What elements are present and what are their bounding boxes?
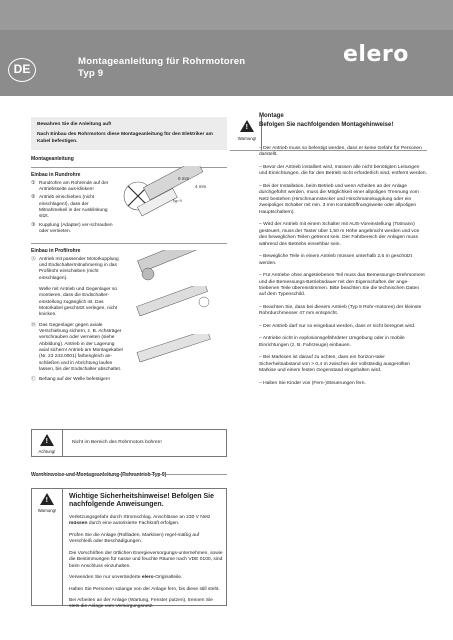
- list-item: – Bei Markisen ist darauf zu achten, dass ein horizon-taler Sicherheitsabstand von > 0,4 m zwischen der vollständig ausgerollten Markise und einem festen Gegenstand eingehalten wird.: [259, 355, 427, 374]
- notice-keep: Bewahren Sie die Anleitung auf!: [37, 122, 112, 127]
- step-b: Ⓑ Das Gegenlager gegen axiale Verschiebung sichern, z. B. Achsträger verschrauben oder vernieten (siehe Abbildung). Antrieb in der Lagerung axial sichern! Antrieb am Montagekabel (Nr. 23 243.0001) farbengleich an-schließen und in Abrichtung laufen lassen, bis der Endschalter abschaltet.: [31, 322, 123, 373]
- step-a-note: Welle mit Antrieb und Gegenlager so montieren, dass die Endschalter-einstellung zugänglich ist. Das Motorkabel geschützt verlegen, nicht knicken.: [39, 287, 118, 318]
- list-item: – Bei der Installation, beim Betrieb und wenn Arbeiten an der Anlage durchgeführt werden, muss die Möglichkeit einer allpoligen Trennung vom Netz bestehen (Hirschmannstecker und Hirschmannkupplung oder ein zweipoliger Schalter mit min. 3 mm Kontaktöffnungsweite oder allpoligen Hauptschaltern).: [259, 184, 427, 216]
- drill-warning-box: [31, 429, 227, 457]
- safety-p6: Bei Arbeiten an der Anlage (Wartung, Fenster putzen), trennen Sie stets die Anlage vom Versorgungsnetz.: [69, 598, 213, 610]
- figure-profile-tube-a: [132, 250, 222, 286]
- montage-title: Montage: [259, 113, 284, 119]
- step-2: ② Antrieb einschieben (nicht einschlagen!), dass der Mitnahmekeil in der Ausklinkung sitzt.: [31, 195, 108, 220]
- drill-warning-text: Nicht im Bereich des Rohrmotors bohren!: [72, 440, 162, 445]
- shaft: [137, 286, 208, 316]
- figure-profile-tube-b: [132, 286, 222, 334]
- montage-subtitle: Befolgen Sie nachfolgenden Montagehinweise!: [259, 122, 394, 128]
- figure-profile-tube-c: [132, 334, 222, 374]
- safety-content: [69, 493, 223, 611]
- list-item: – Bewegliche Teile in einem Antrieb müssen unterhalb 2,5 m geschützt werden.: [259, 254, 427, 267]
- list-item: – Der Antrieb muss so befestigt werden, dass er keine Gefahr für Personen darstellt.: [259, 146, 427, 159]
- warning-triangle-icon: [240, 120, 254, 132]
- step-1: ① Rundrohre am Rohrende auf der Antriebsseite aus-klinken!: [31, 180, 109, 192]
- section-heading-warnings: Warnhinweise und Montageanleitung (Rohrantrieb Typ 9): [31, 472, 167, 478]
- subheading-profilrohre: Einbau in Profilrohre: [31, 248, 81, 255]
- step-a: Ⓐ Antrieb mit passender Motorkupplung und Endschaltermitnahmering in das Profilrohr einschieben (nicht einschlagen).: [31, 256, 119, 281]
- subheading-rundrohre: Einbau in Rundrohre: [31, 172, 81, 178]
- safety-p3: Die Vorschriften der örtlichen Energieversorgungs-unternehmen, sowie die Bestimmungen für nasse und feuchte Räume nach VDE 0100, sind beim Anschluss einzuhalten.: [69, 550, 223, 569]
- list-item: – Antriebe nicht in explosionsgefährdeter Umgebung oder in mobile Einrichtungen (z. B. Fahrzeuge) einbauen.: [259, 336, 427, 349]
- steps-rundrohre: [31, 181, 117, 236]
- header-band: [0, 0, 453, 96]
- safety-title: Wichtige Sicherheitshinweise! Befolgen Sie nachfolgende Anweisungen.: [69, 493, 215, 509]
- divider: [62, 489, 63, 605]
- notice-box: [31, 117, 227, 150]
- label-4mm: 4 mm: [195, 184, 207, 189]
- step-c: Ⓒ Behang auf der Welle befestigen!: [31, 377, 110, 383]
- list-item: – Beachten Sie, dass bei diesem Antrieb (Typ 9 Rohr-motoren) der kleinste Rohrdurchmesser 47 mm entspricht.: [259, 305, 427, 318]
- header-stripe: [0, 0, 453, 30]
- safety-p4: Verwenden Sie nur unveränderte elero-Originalteile.: [69, 575, 183, 581]
- safety-p5: Halten Sie Personen solange von der Anlage fern, bis diese still steht.: [69, 586, 220, 592]
- montage-header: [230, 113, 427, 151]
- label-9mm: 9 mm: [178, 176, 190, 181]
- title-line-1: Montageanleitung für Rohrmotoren: [78, 56, 246, 67]
- shaft-with-cover: [137, 334, 210, 362]
- coupling: [142, 268, 154, 280]
- right-column: [230, 113, 428, 387]
- safety-box: [31, 488, 227, 610]
- list-item: – Wird der Antrieb mit einem Schalter mit AUS-Voreinstellung (Totmann) gesteuert, muss der Taster über 1,50 m Höhe angebracht werden und von den beweglichen Teilen getrennt sein. Der Fahrbereich der Anlagen muss während des Betriebs einsehbar sein.: [259, 222, 427, 248]
- safety-p1: Verletzungsgefahr durch Stromschlag. Anschlüsse an 230 V Netz müssen durch eine autorisierte Fachkraft erfolgen.: [69, 514, 211, 527]
- safety-p2: Prüfen Sie die Anlage (Rollladen, Markisen) regel-mäßig auf Verschleiß oder Beschädigungen.: [69, 532, 200, 545]
- warning-label: Warnung!: [237, 136, 257, 141]
- warning-triangle-icon: [40, 493, 54, 505]
- title-line-2: Typ 9: [78, 68, 104, 80]
- warning-triangle-icon: [40, 434, 54, 446]
- warning-label: Warnung!: [37, 508, 57, 513]
- warning-label: Achtung!: [38, 449, 56, 454]
- notice-attach: Nach Einbau des Rohrmotors diese Montageanleitung für den Elektriker am Kabel befestigen.: [37, 132, 213, 144]
- divider: [62, 430, 63, 456]
- list-item: – Bevor der Antrieb installiert wird, müssen alle nicht benötigten Leitungen und Einrichtungen, die für den Betrieb nicht erforderlich sind, entfernt werden.: [259, 165, 427, 178]
- montage-list: [259, 139, 427, 387]
- bearing: [199, 297, 209, 307]
- label-typ9: Typ 9: [172, 198, 182, 203]
- document-title: [78, 56, 245, 81]
- elero-logo: elero: [343, 42, 409, 67]
- section-heading-montage: Montageanleitung: [31, 156, 74, 163]
- steps-profilrohre: [31, 257, 125, 384]
- step-3: ③ Kupplung (Adapter) ver-schrauben oder vernieten.: [31, 222, 113, 234]
- figure-round-tube: [120, 166, 220, 246]
- list-item: – Der Antrieb darf nur so eingebaut werden, dass er nicht beregnet wird.: [259, 324, 427, 330]
- list-item: – Halten Sie Kinder von (Fern-)Steuerungen fern.: [259, 381, 427, 387]
- list-item: – Für Antriebe ohne angetriebenes Teil muss das Bemessungs-Drehmoment und die Bemessungs-Betriebsdauer mit den Eigenschaften der ange-triebenen Teile übereinstimmen. Bitte beachten Sie die technischen Daten auf dem Typenschild.: [259, 273, 427, 299]
- language-badge: DE: [8, 58, 36, 82]
- divider: [31, 474, 227, 475]
